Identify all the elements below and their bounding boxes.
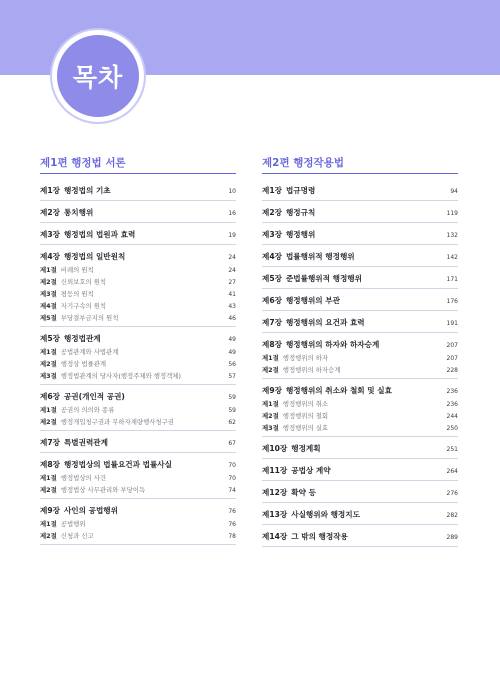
- section-title: 행정법상의 사건: [60, 474, 107, 482]
- chapter-label: [262, 295, 340, 306]
- chapter-block: [40, 179, 236, 201]
- chapter-number: 제6장: [262, 296, 282, 305]
- section-label: [40, 277, 106, 286]
- chapter-title: 사인의 공법행위: [63, 506, 118, 515]
- part-title: 제1편 행정법 서론: [40, 155, 236, 174]
- section-label: [40, 485, 145, 494]
- section-label: [40, 301, 106, 310]
- page-number: 27: [228, 279, 236, 286]
- chapter-label: [262, 339, 379, 350]
- chapter-block: [262, 267, 458, 289]
- chapter-block: [262, 333, 458, 379]
- chapter-title: 그 밖의 행정작용: [291, 532, 348, 541]
- section-label: [40, 531, 94, 540]
- chapter-block: [262, 289, 458, 311]
- chapter-label: [262, 487, 316, 498]
- chapter-title: 행정행위의 요건과 효력: [285, 318, 365, 327]
- page-number: 70: [228, 475, 236, 482]
- chapter-number: 제14장: [262, 532, 288, 541]
- section-title: 공권의 의의와 종류: [60, 406, 115, 414]
- chapter-label: [40, 391, 125, 402]
- chapter-block: [262, 459, 458, 481]
- page-number: 276: [446, 490, 458, 497]
- chapter-row[interactable]: [40, 333, 236, 344]
- chapter-block: [262, 503, 458, 525]
- section-title: 행정상 법률관계: [60, 360, 107, 368]
- section-title: 행정법상 사무관리와 부당이득: [60, 486, 146, 494]
- section-number: 제3절: [40, 290, 57, 298]
- chapter-number: 제8장: [262, 340, 282, 349]
- section-number: 제1절: [40, 520, 57, 528]
- page-number: 251: [446, 446, 458, 453]
- chapter-row[interactable]: [262, 185, 458, 196]
- page-number: 70: [228, 462, 236, 469]
- page-number: 67: [228, 440, 236, 447]
- chapter-number: 제4장: [40, 252, 60, 261]
- section-label: [40, 371, 181, 380]
- section-row[interactable]: [40, 371, 236, 380]
- page-number: 236: [446, 401, 458, 408]
- section-number: 제3절: [262, 424, 279, 432]
- page-number: 171: [446, 276, 458, 283]
- chapter-label: [262, 185, 315, 196]
- chapter-row[interactable]: [262, 487, 458, 498]
- page-number: 62: [228, 419, 236, 426]
- section-row[interactable]: [40, 531, 236, 540]
- page-number: 132: [446, 232, 458, 239]
- part-title: 제2편 행정작용법: [262, 155, 458, 174]
- page-number: 236: [446, 388, 458, 395]
- section-title: 공법행위: [60, 520, 86, 528]
- section-title: 행정행위의 취소: [282, 400, 329, 408]
- section-label: [40, 313, 118, 322]
- chapter-block: [262, 223, 458, 245]
- chapter-row[interactable]: [262, 339, 458, 350]
- page-number: 43: [228, 303, 236, 310]
- page-number: 74: [228, 487, 236, 494]
- page-number: 119: [446, 210, 458, 217]
- chapter-number: 제5장: [40, 334, 60, 343]
- page-number: 76: [228, 508, 236, 515]
- chapter-row[interactable]: [40, 251, 236, 262]
- section-row[interactable]: [262, 365, 458, 374]
- chapter-label: [40, 437, 108, 448]
- chapter-row[interactable]: [40, 185, 236, 196]
- section-row[interactable]: [262, 399, 458, 408]
- chapter-number: 제1장: [40, 186, 60, 195]
- chapter-label: [262, 509, 360, 520]
- chapter-block: [40, 499, 236, 545]
- section-row[interactable]: [40, 473, 236, 482]
- chapter-row[interactable]: [40, 391, 236, 402]
- section-title: 신뢰보호의 원칙: [60, 278, 107, 286]
- section-number: 제3절: [40, 372, 57, 380]
- chapter-row[interactable]: [262, 531, 458, 542]
- section-number: 제5절: [40, 314, 57, 322]
- section-number: 제2절: [40, 418, 57, 426]
- chapter-row[interactable]: [40, 437, 236, 448]
- section-row[interactable]: [262, 353, 458, 362]
- chapter-label: [40, 505, 118, 516]
- section-title: 신청과 신고: [60, 532, 94, 540]
- section-label: [40, 359, 106, 368]
- section-row[interactable]: [40, 417, 236, 426]
- chapter-list: [40, 179, 236, 545]
- chapter-title: 사실행위와 행정지도: [291, 510, 360, 519]
- chapter-row[interactable]: [262, 229, 458, 240]
- chapter-block: [262, 481, 458, 503]
- chapter-row[interactable]: [262, 509, 458, 520]
- section-title: 행정행위의 실효: [282, 424, 329, 432]
- section-label: [262, 423, 328, 432]
- chapter-block: [262, 525, 458, 547]
- chapter-label: [40, 229, 135, 240]
- section-title: 행정법관계의 당사자(행정주체와 행정객체): [60, 372, 181, 380]
- chapter-number: 제3장: [262, 230, 282, 239]
- chapter-number: 제11장: [262, 466, 288, 475]
- chapter-label: [262, 443, 321, 454]
- page-number: 57: [228, 373, 236, 380]
- page-number: 24: [228, 267, 236, 274]
- chapter-block: [262, 437, 458, 459]
- page-number: 16: [228, 210, 236, 217]
- chapter-title: 행정법의 기초: [63, 186, 111, 195]
- section-number: 제1절: [40, 266, 57, 274]
- section-label: [40, 473, 106, 482]
- page-number: 46: [228, 315, 236, 322]
- section-number: 제2절: [262, 366, 279, 374]
- section-row[interactable]: [262, 411, 458, 420]
- page-number: 78: [228, 533, 236, 540]
- chapter-row[interactable]: [262, 385, 458, 396]
- section-label: [40, 347, 118, 356]
- chapter-label: [262, 465, 331, 476]
- chapter-number: 제7장: [262, 318, 282, 327]
- chapter-title: 행정행위: [285, 230, 316, 239]
- chapter-row[interactable]: [262, 273, 458, 284]
- section-title: 행정행위의 하자승계: [282, 366, 341, 374]
- section-number: 제1절: [40, 348, 57, 356]
- chapter-label: [262, 385, 392, 396]
- page-number: 142: [446, 254, 458, 261]
- section-number: 제1절: [40, 406, 57, 414]
- chapter-block: [40, 385, 236, 431]
- page-number: 282: [446, 512, 458, 519]
- chapter-number: 제2장: [40, 208, 60, 217]
- section-title: 행정개입청구권과 무하자재량행사청구권: [60, 418, 174, 426]
- chapter-title: 공권(개인적 공권): [63, 392, 125, 401]
- chapter-label: [40, 185, 111, 196]
- toc-column-part-2: [262, 155, 458, 547]
- section-row[interactable]: [40, 347, 236, 356]
- page-number: 228: [446, 367, 458, 374]
- chapter-block: [40, 327, 236, 385]
- chapter-number: 제13장: [262, 510, 288, 519]
- chapter-number: 제12장: [262, 488, 288, 497]
- page-number: 176: [446, 298, 458, 305]
- chapter-label: [262, 229, 315, 240]
- section-label: [40, 417, 174, 426]
- page-number: 94: [450, 188, 458, 195]
- chapter-title: 행정법관계: [63, 334, 101, 343]
- chapter-title: 확약 등: [291, 488, 316, 497]
- chapter-row[interactable]: [262, 207, 458, 218]
- section-number: 제2절: [262, 412, 279, 420]
- chapter-title: 통치행위: [63, 208, 94, 217]
- section-row[interactable]: [40, 301, 236, 310]
- chapter-label: [40, 251, 125, 262]
- page-number: 19: [228, 232, 236, 239]
- page-number: 41: [228, 291, 236, 298]
- section-number: 제1절: [262, 400, 279, 408]
- chapter-title: 법률행위적 행정행위: [285, 252, 355, 261]
- section-label: [40, 405, 114, 414]
- page-number: 244: [446, 413, 458, 420]
- page-number: 59: [228, 407, 236, 414]
- section-number: 제2절: [40, 532, 57, 540]
- chapter-number: 제10장: [262, 444, 288, 453]
- chapter-number: 제6장: [40, 392, 60, 401]
- chapter-block: [40, 431, 236, 453]
- chapter-title: 특별권력관계: [63, 438, 108, 447]
- chapter-number: 제2장: [262, 208, 282, 217]
- chapter-row[interactable]: [262, 251, 458, 262]
- title-badge: [52, 30, 144, 122]
- page-number: 49: [228, 349, 236, 356]
- chapter-title: 법규명령: [285, 186, 316, 195]
- section-title: 비례의 원칙: [60, 266, 94, 274]
- section-label: [40, 265, 94, 274]
- section-label: [262, 411, 328, 420]
- chapter-row[interactable]: [40, 207, 236, 218]
- page-number: 10: [228, 188, 236, 195]
- chapter-label: [40, 207, 93, 218]
- chapter-number: 제4장: [262, 252, 282, 261]
- chapter-title: 행정행위의 하자와 하자승계: [285, 340, 380, 349]
- chapter-title: 행정규칙: [285, 208, 316, 217]
- chapter-row[interactable]: [40, 459, 236, 470]
- chapter-row[interactable]: [262, 317, 458, 328]
- chapter-row[interactable]: [40, 229, 236, 240]
- section-number: 제2절: [40, 360, 57, 368]
- section-number: 제4절: [40, 302, 57, 310]
- section-label: [262, 353, 328, 362]
- section-label: [40, 519, 86, 528]
- chapter-label: [262, 317, 365, 328]
- section-title: 행정행위의 철회: [282, 412, 329, 420]
- section-number: 제1절: [40, 474, 57, 482]
- section-row[interactable]: [40, 265, 236, 274]
- chapter-number: 제5장: [262, 274, 282, 283]
- chapter-block: [40, 201, 236, 223]
- chapter-block: [40, 223, 236, 245]
- page-number: 207: [446, 355, 458, 362]
- page-number: 289: [446, 534, 458, 541]
- section-row[interactable]: [262, 423, 458, 432]
- section-label: [262, 365, 340, 374]
- chapter-block: [262, 311, 458, 333]
- page-number: 49: [228, 336, 236, 343]
- chapter-title: 행정법의 법원과 효력: [63, 230, 136, 239]
- chapter-number: 제9장: [40, 506, 60, 515]
- chapter-row[interactable]: [262, 465, 458, 476]
- chapter-label: [262, 207, 315, 218]
- chapter-title: 행정행위의 취소와 철회 및 실효: [285, 386, 392, 395]
- page-number: 56: [228, 361, 236, 368]
- section-title: 평등의 원칙: [60, 290, 94, 298]
- chapter-label: [40, 333, 101, 344]
- section-row[interactable]: [40, 313, 236, 322]
- page-number: 76: [228, 521, 236, 528]
- section-number: 제2절: [40, 278, 57, 286]
- toc-column-part-1: [40, 155, 236, 545]
- chapter-title: 행정행위의 부관: [285, 296, 340, 305]
- chapter-title: 행정법의 일반원칙: [63, 252, 126, 261]
- chapter-label: [262, 273, 362, 284]
- section-row[interactable]: [40, 519, 236, 528]
- chapter-block: [262, 179, 458, 201]
- page-number: 24: [228, 254, 236, 261]
- chapter-row[interactable]: [262, 295, 458, 306]
- section-row[interactable]: [40, 289, 236, 298]
- page-number: 59: [228, 394, 236, 401]
- section-title: 자기구속의 원칙: [60, 302, 107, 310]
- chapter-title: 행정법상의 법률요건과 법률사실: [63, 460, 172, 469]
- page-number: 264: [446, 468, 458, 475]
- chapter-block: [40, 453, 236, 499]
- chapter-number: 제3장: [40, 230, 60, 239]
- section-number: 제1절: [262, 354, 279, 362]
- chapter-label: [262, 251, 355, 262]
- section-row[interactable]: [40, 485, 236, 494]
- chapter-block: [262, 245, 458, 267]
- section-title: 공법관계와 사법관계: [60, 348, 119, 356]
- chapter-block: [262, 379, 458, 437]
- chapter-row[interactable]: [40, 505, 236, 516]
- section-row[interactable]: [40, 405, 236, 414]
- section-label: [40, 289, 94, 298]
- chapter-number: 제8장: [40, 460, 60, 469]
- page-number: 250: [446, 425, 458, 432]
- page-title: 목차: [72, 63, 124, 92]
- page-number: 191: [446, 320, 458, 327]
- chapter-block: [262, 201, 458, 223]
- section-label: [262, 399, 328, 408]
- chapter-number: 제9장: [262, 386, 282, 395]
- chapter-label: [262, 531, 348, 542]
- chapter-row[interactable]: [262, 443, 458, 454]
- page-number: 207: [446, 342, 458, 349]
- chapter-number: 제7장: [40, 438, 60, 447]
- section-title: 부당결부금지의 원칙: [60, 314, 119, 322]
- section-row[interactable]: [40, 359, 236, 368]
- chapter-list: [262, 179, 458, 547]
- chapter-title: 공법상 계약: [291, 466, 331, 475]
- chapter-number: 제1장: [262, 186, 282, 195]
- section-title: 행정행위의 하자: [282, 354, 329, 362]
- section-number: 제2절: [40, 486, 57, 494]
- chapter-title: 행정계획: [291, 444, 321, 453]
- section-row[interactable]: [40, 277, 236, 286]
- chapter-label: [40, 459, 172, 470]
- chapter-title: 준법률행위적 행정행위: [285, 274, 362, 283]
- chapter-block: [40, 245, 236, 327]
